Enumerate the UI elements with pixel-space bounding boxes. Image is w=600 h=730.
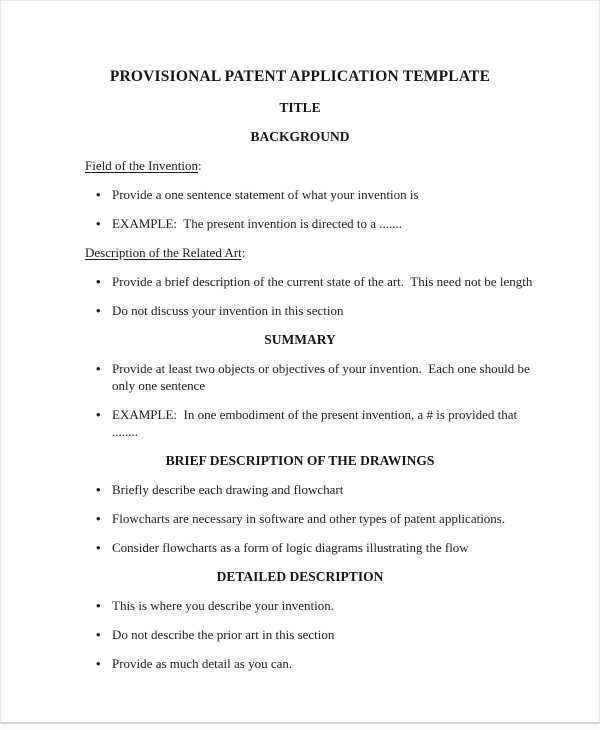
list-item-text: This is where you describe your invention. — [112, 598, 335, 613]
bullet-icon — [96, 655, 112, 672]
list-item — [85, 655, 515, 672]
heading-drawings: BRIEF DESCRIPTION OF THE DRAWINGS — [165, 453, 435, 468]
list-item — [85, 406, 518, 440]
list-item — [85, 302, 515, 319]
bullet-icon — [96, 626, 112, 643]
list-item — [85, 215, 515, 232]
bullet-icon — [96, 273, 112, 290]
list-item — [85, 597, 515, 614]
bullet-icon — [96, 406, 112, 423]
bullet-icon — [96, 360, 112, 377]
list-item-text: EXAMPLE: The present invention is directed to a ....... — [112, 216, 403, 231]
list-item — [85, 539, 515, 556]
bullet-icon — [96, 510, 112, 527]
bullet-icon — [96, 302, 112, 319]
list-item — [85, 360, 530, 394]
heading-summary: SUMMARY — [264, 332, 336, 347]
heading-background: BACKGROUND — [250, 129, 350, 144]
heading-detailed-description: DETAILED DESCRIPTION — [216, 569, 384, 584]
bullet-icon — [96, 186, 112, 203]
list-item-text: Flowcharts are necessary in software and other types of patent applications. — [112, 511, 506, 526]
list-item — [85, 626, 515, 643]
list-item — [85, 273, 533, 290]
subheading-related-art-label: Description of the Related Art — [85, 245, 242, 260]
subheading-field-of-invention — [85, 157, 515, 174]
list-item — [85, 186, 515, 203]
list-item-text: Provide at least two objects or objectives of your invention. Each one should be only one sentence — [112, 361, 530, 393]
list-item-text: Provide a one sentence statement of what your invention is — [112, 187, 419, 202]
bullet-icon — [96, 215, 112, 232]
list-item-text: EXAMPLE: In one embodiment of the present invention, a # is provided that ........ — [112, 407, 518, 439]
document-title: PROVISIONAL PATENT APPLICATION TEMPLATE — [109, 68, 491, 85]
subheading-related-art-colon: : — [241, 245, 246, 260]
list-item-text: Consider flowcharts as a form of logic diagrams illustrating the flow — [112, 540, 469, 555]
bullet-icon — [96, 597, 112, 614]
list-item-text: Do not describe the prior art in this section — [112, 627, 335, 642]
list-item — [85, 481, 515, 498]
list-item-text: Do not discuss your invention in this section — [112, 303, 344, 318]
list-item — [85, 510, 515, 527]
bullet-icon — [96, 481, 112, 498]
patent-template-document — [1, 1, 599, 672]
list-item-text: Briefly describe each drawing and flowchart — [112, 482, 344, 497]
heading-title-section: TITLE — [279, 100, 321, 115]
subheading-related-art — [85, 244, 515, 261]
list-item-text: Provide a brief description of the current state of the art. This need not be length — [112, 274, 533, 289]
list-item-text: Provide as much detail as you can. — [112, 656, 293, 671]
subheading-field-of-invention-colon: : — [198, 158, 202, 173]
bullet-icon — [96, 539, 112, 556]
subheading-field-of-invention-label: Field of the Invention — [85, 158, 199, 173]
